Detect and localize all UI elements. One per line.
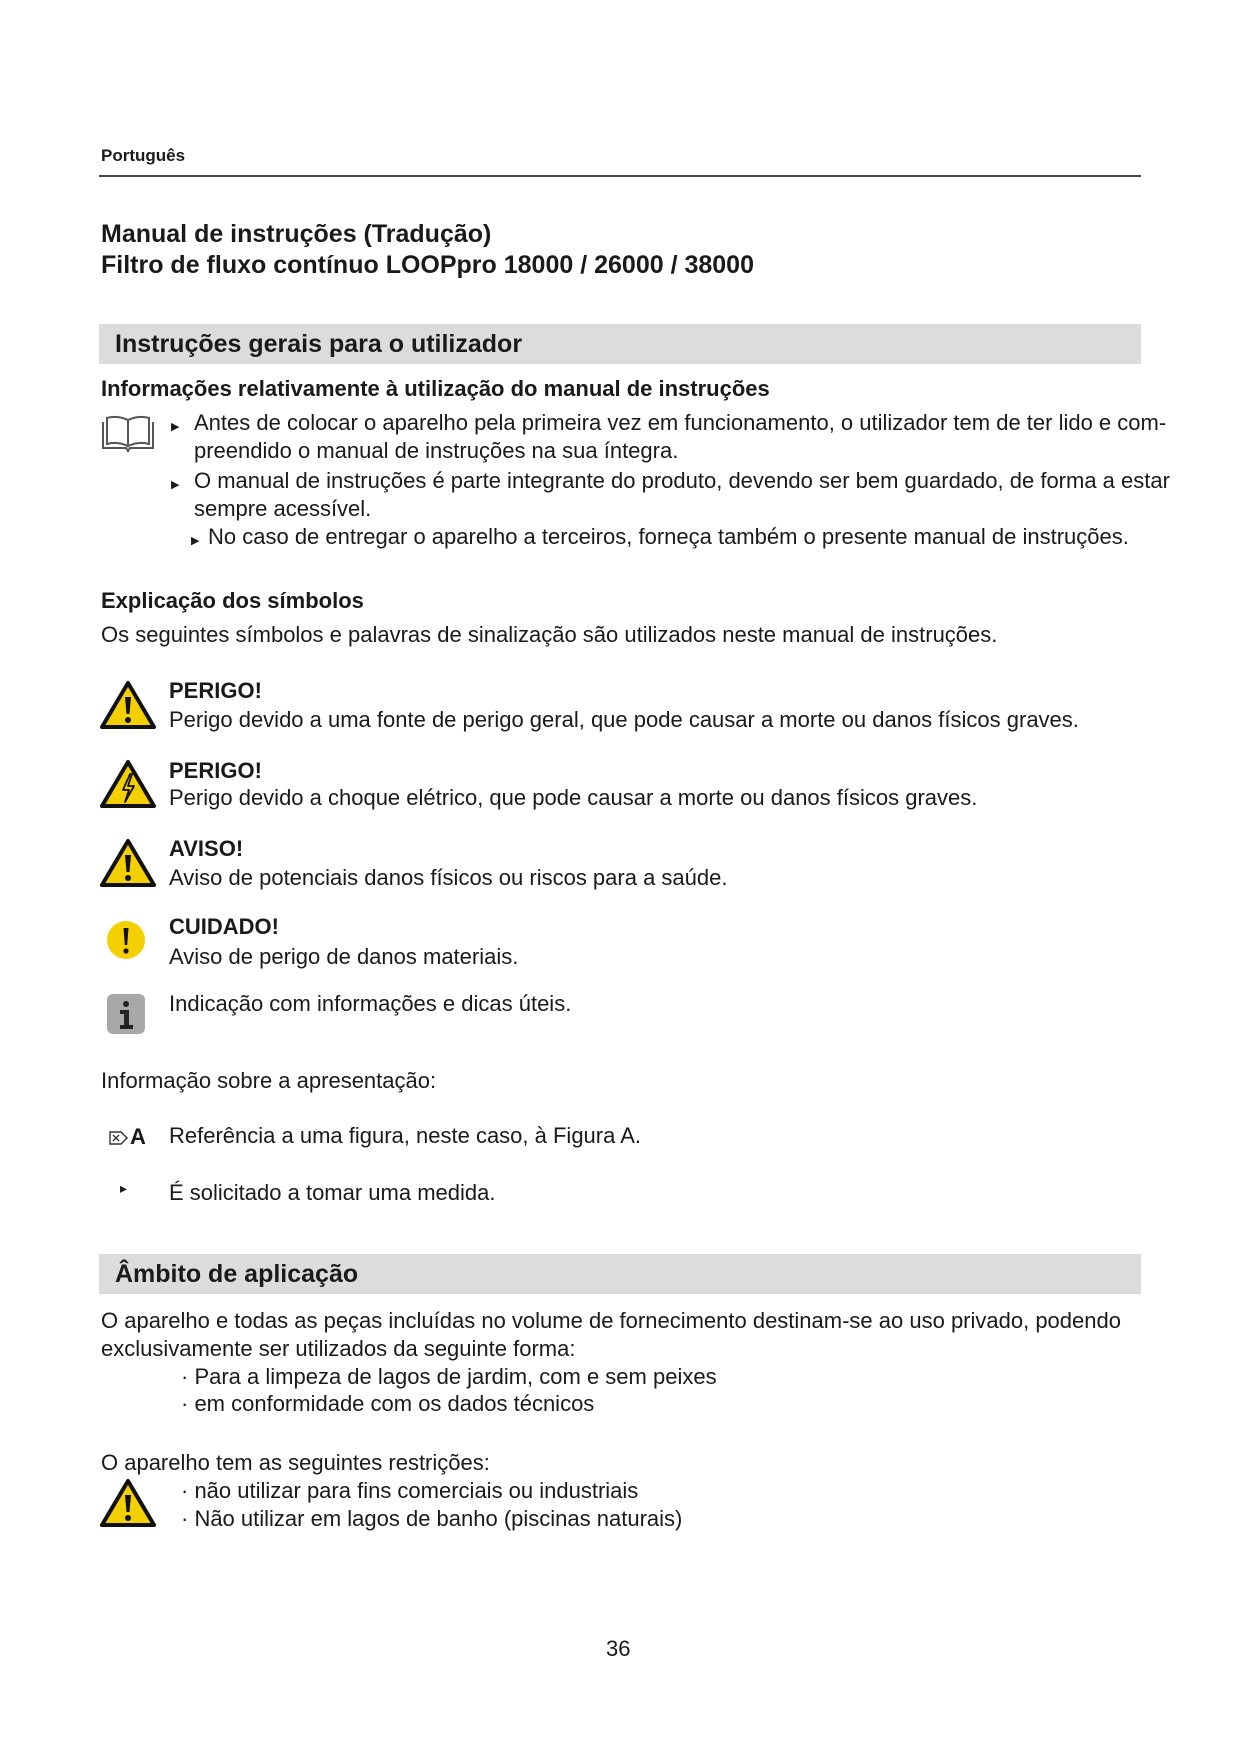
action-arrow-icon: ▸: [120, 1180, 128, 1196]
figure-reference-letter: A: [130, 1124, 146, 1149]
symbols-intro: Os seguintes símbolos e palavras de sinalização são utilizados neste manual de instruções.: [101, 622, 998, 647]
language-label: Português: [101, 146, 186, 165]
symbol-3-title: AVISO!: [169, 836, 244, 861]
bullet-arrow-icon: ▶: [171, 479, 180, 491]
symbol-2-text: Perigo devido a choque elétrico, que pode causar a morte ou danos físicos graves.: [169, 785, 978, 810]
manual-bullet-2-line-1: O manual de instruções é parte integrante do produto, devendo ser bem guardado, de forma a estar: [194, 468, 1170, 493]
symbol-1-text: Perigo devido a uma fonte de perigo geral, que pode causar a morte ou danos físicos graves.: [169, 707, 1079, 732]
restriction-1: · não utilizar para fins comerciais ou industriais: [181, 1478, 639, 1503]
manual-bullet-1-line-2: preendido o manual de instruções na sua íntegra.: [194, 438, 679, 463]
scope-use-1: · Para a limpeza de lagos de jardim, com e sem peixes: [181, 1364, 717, 1389]
symbols-heading: Explicação dos símbolos: [101, 588, 364, 613]
book-icon: [99, 414, 157, 454]
restrictions-heading: O aparelho tem as seguintes restrições:: [101, 1450, 490, 1475]
symbol-1-title: PERIGO!: [169, 678, 262, 703]
action-text: É solicitado a tomar uma medida.: [169, 1180, 496, 1205]
symbol-5-text: Indicação com informações e dicas úteis.: [169, 991, 572, 1016]
restriction-2: · Não utilizar em lagos de banho (piscinas naturais): [181, 1506, 683, 1531]
bullet-arrow-icon: ▶: [171, 421, 180, 433]
electric-hazard-icon: [99, 759, 157, 809]
warning-triangle-icon: [99, 1478, 157, 1528]
symbol-2-title: PERIGO!: [169, 758, 262, 783]
section-title-scope: Âmbito de aplicação: [115, 1260, 359, 1288]
scope-use-2: · em conformidade com os dados técnicos: [181, 1391, 595, 1416]
warning-triangle-icon: [99, 680, 157, 730]
figure-reference-text: Referência a uma figura, neste caso, à Figura A.: [169, 1123, 642, 1148]
presentation-heading: Informação sobre a apresentação:: [101, 1068, 437, 1093]
manual-use-heading: Informações relativamente à utilização do manual de instruções: [101, 376, 770, 401]
scope-intro-line-1: O aparelho e todas as peças incluídas no volume de fornecimento destinam-se ao uso privado, podendo: [101, 1308, 1121, 1333]
section-title-general: Instruções gerais para o utilizador: [115, 330, 523, 358]
symbol-4-text: Aviso de perigo de danos materiais.: [169, 944, 519, 969]
symbol-3-text: Aviso de potenciais danos físicos ou riscos para a saúde.: [169, 865, 728, 890]
header-divider: [99, 175, 1141, 177]
manual-bullet-1-line-1: Antes de colocar o aparelho pela primeira vez em funcionamento, o utilizador tem de ter lido e com-: [194, 410, 1167, 435]
manual-bullet-3-line-1: No caso de entregar o aparelho a terceiros, forneça também o presente manual de instruções.: [208, 524, 1129, 549]
document-subtitle: Filtro de fluxo contínuo LOOPpro 18000 / 26000 / 38000: [101, 251, 754, 279]
document-title: Manual de instruções (Tradução): [101, 220, 492, 248]
caution-circle-icon: [106, 919, 146, 961]
symbol-4-title: CUIDADO!: [169, 914, 279, 939]
scope-intro-line-2: exclusivamente ser utilizados da seguinte forma:: [101, 1336, 576, 1361]
warning-triangle-icon: [99, 838, 157, 888]
manual-bullet-2-line-2: sempre acessível.: [194, 496, 372, 521]
info-icon: [106, 993, 146, 1035]
bullet-arrow-icon: ▶: [191, 535, 200, 547]
page-number: 36: [606, 1636, 631, 1661]
figure-reference-icon: [109, 1130, 129, 1146]
